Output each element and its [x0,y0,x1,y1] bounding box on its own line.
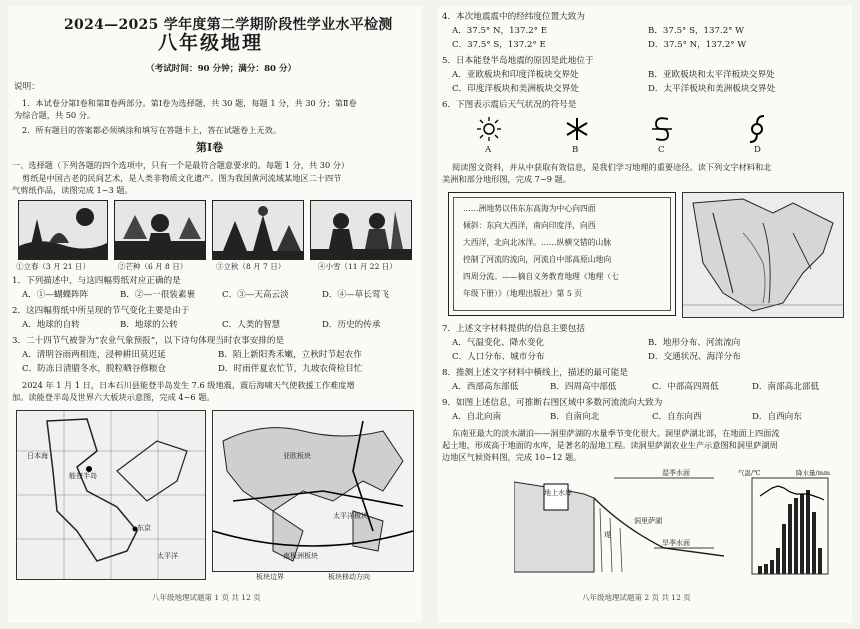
label-wet-level: 湿季水面 [662,469,690,477]
q5-option-a: A．亚欧板块和印度洋板块交界处 [452,70,579,80]
quote-line-2: 倾斜：东向大西洋，南向印度洋，向西 [463,221,596,230]
label-reservoir: 地上水库 [544,489,572,497]
tonle-sap-diagram [514,468,724,580]
caption-1: ①立春（3 月 21 日） [16,262,90,271]
footer-left: 八年级地理试题第 1 页 共 12 页 [152,593,261,602]
snow-icon [564,116,590,142]
note-2: 2．所有题目的答案都必须填涂和填写在答题卡上，答在试题卷上无效。 [22,125,282,135]
map2-label-pacific: 太平洋板块 [333,512,368,520]
page-right [438,6,852,623]
q4-option-b: B．37.5° S，137.2° W [648,26,745,36]
q5-option-d: D．太平洋板块和美洲板块交界处 [648,84,776,94]
note-1a: 1．本试卷分第Ⅰ卷和第Ⅱ卷两部分。第Ⅰ卷为选择题，共 30 题，每题 1 分，共 30 分；第Ⅱ卷 [22,98,357,108]
map1-label-noto: 能登半岛 [69,472,97,480]
q6-option-b: B [572,145,579,155]
q9-option-c: C．自东向西 [652,412,702,422]
q3-option-a: A．清明谷雨两相连，浸种耕田莫迟延 [22,350,166,360]
intro-1a: 剪纸是中国古老的民间艺术，是人类非物质文化遗产。图为我国黄河流域某地区二十四节 [22,173,342,183]
q7-option-a: A．气温变化、降水变化 [452,338,545,348]
typhoon-icon [746,114,768,144]
intro-4b: 加。读能登半岛及世界六大板块示意图，完成 4~6 题。 [12,392,215,402]
sandstorm-icon [650,114,674,144]
map1-label-sea: 日本海 [27,452,48,460]
q3-option-d: D．时雨伴夏农忙节，九坡农倚检目忙 [218,364,363,374]
label-dry-level: 旱季水面 [662,539,690,547]
page-left [8,6,422,623]
legend-boundary: 板块边界 [256,573,284,581]
intro-7b: 美洲和部分地形图，完成 7~9 题。 [442,174,571,184]
legend-direction: 板块移动方向 [328,573,370,581]
q6-option-c: C [658,145,665,155]
papercut-4 [310,200,412,260]
intro-7a: 阅读图文资料，并从中获取有效信息，是我们学习地理的重要途径。读下列文字材料和北 [452,162,772,172]
intro-4a: 2024 年 1 月 1 日，日本石川县能登半岛发生 7.6 级地震，震后海啸天气使救援工作难度增 [22,380,355,390]
q7-option-d: D．交通状况、海洋分布 [648,352,741,362]
question-5: 5．日本能登半岛地震的原因是此地位于 [442,56,594,66]
quote-line-6: 年级下册）》（地理出版社）第 5 页 [463,289,583,298]
caption-4: ④小雪（11 月 22 日） [318,262,397,271]
map2-label-eurasia: 亚欧板块 [283,452,311,460]
exam-title: 2024—2025 学年度第二学期阶段性学业水平检测 [64,17,393,33]
q1-option-c: C．③—天高云淡 [222,290,289,300]
climate-chart [738,468,842,580]
q2-option-c: C．人类的智慧 [222,320,281,330]
q1-option-d: D．④—草长莺飞 [322,290,390,300]
q2-option-a: A．地球的自转 [22,320,80,330]
q3-option-b: B．陌上新阳秀禾嫩，立秋时节起农作 [218,350,362,360]
intro-10c: 边地区气候资料图，完成 10~12 题。 [442,452,582,462]
papercut-3 [212,200,304,260]
question-2: 2．这四幅剪纸中所呈现的节气变化主要是由于 [12,306,190,316]
label-embankment: 堤 [604,531,611,539]
q7-option-c: C．人口分布、城市分布 [452,352,545,362]
quote-box [448,192,676,316]
notes-label: 说明： [14,82,40,92]
quote-line-3: 大西洋，北向北冰洋。……纵横交错的山脉 [463,238,612,247]
caption-3: ③立秋（8 月 7 日） [216,262,286,271]
question-1: 1．下列描述中，与这四幅剪纸对应正确的是 [12,276,181,286]
q8-option-a: A．西部高东部低 [452,382,519,392]
question-3: 3．二十四节气被誉为“农业气象预报”，以下诗句体现当时农事安排的是 [12,336,285,346]
q1-option-b: B．②—一很装素裹 [120,290,196,300]
q6-option-d: D [754,145,761,155]
quote-line-5: 四周分流。——摘自义务教育地理《地理（七 [463,272,619,281]
q6-option-a: A [485,145,492,155]
climate-precip-label: 降水量/mm [796,469,831,477]
q7-option-b: B．地形分布、河流流向 [648,338,741,348]
question-8: 8．推测上述文字材料中横线上，描述的最可能是 [442,368,628,378]
caption-2: ②芒种（6 月 8 日） [118,262,188,271]
intro-10b: 起土地，形成高于地面的水库，是著名的湿地工程。读洞里萨湖农业生产示意图和洞里萨湖周 [442,440,778,450]
intro-10a: 东南亚最大的淡水湖泊——洞里萨湖的水量季节变化很大。洞里萨湖北部，在地面上四面流 [452,428,780,438]
sunny-icon [476,116,502,142]
footer-right: 八年级地理试题第 2 页 共 12 页 [582,593,691,602]
q3-option-c: C．防冻日清腊冬水，脱粒晒谷修粮仓 [22,364,167,374]
north-america-map [682,192,844,318]
q2-option-d: D．历史的传承 [322,320,381,330]
world-plates-map [212,410,414,572]
note-1b: 为综合题，共 50 分。 [14,110,96,120]
q8-option-c: C．中部高四周低 [652,382,719,392]
noto-peninsula-map [16,410,206,580]
map2-label-antarctic: 南极洲板块 [283,552,318,560]
q9-option-d: D．自西向东 [752,412,802,422]
question-7: 7．上述文字材料提供的信息主要包括 [442,324,585,334]
question-9: 9．如图上述信息，可推断右图区域中多数河流流向大致为 [442,398,663,408]
question-4: 4．本次地震震中的经纬度位置大致为 [442,12,585,22]
section-1-heading: 一、选择题（下列各题的四个选项中，只有一个是最符合题意要求的。每题 1 分，共 30 分） [12,160,350,170]
q8-option-b: B．四周高中部低 [550,382,617,392]
quote-line-4: 控制了河流的流向，河流自中部高原山地向 [463,255,612,264]
intro-1b: 气剪纸作品，读图完成 1~3 题。 [12,185,133,195]
q1-option-a: A．①—蝴蝶阵阵 [22,290,89,300]
q9-option-b: B．自南向北 [550,412,600,422]
papercut-1 [18,200,108,260]
map1-label-tokyo: 东京 [137,524,151,532]
part-1-heading: 第Ⅰ卷 [196,141,224,154]
climate-temp-label: 气温/℃ [738,469,761,477]
q8-option-d: D．南部高北部低 [752,382,820,392]
papercut-2 [114,200,206,260]
label-lake: 洞里萨湖 [634,517,662,525]
exam-subtitle: 八年级地理 [158,32,264,54]
q4-option-a: A．37.5° N，137.2° E [452,26,547,36]
q2-option-b: B．地球的公转 [120,320,178,330]
q5-option-c: C．印度洋板块和美洲板块交界处 [452,84,579,94]
q4-option-c: C．37.5° S，137.2° E [452,40,546,50]
map1-label-pacific: 太平洋 [157,552,178,560]
question-6: 6．下图表示震后天气状况的符号是 [442,100,577,110]
quote-line-1: ……洲地势以伟东东高海为中心向四面 [463,204,596,213]
exam-info: （考试时间：90 分钟；满分：80 分） [146,64,297,74]
q9-option-a: A．自北向南 [452,412,502,422]
q5-option-b: B．亚欧板块和太平洋板块交界处 [648,70,775,80]
q4-option-d: D．37.5° N，137.2° W [648,40,747,50]
